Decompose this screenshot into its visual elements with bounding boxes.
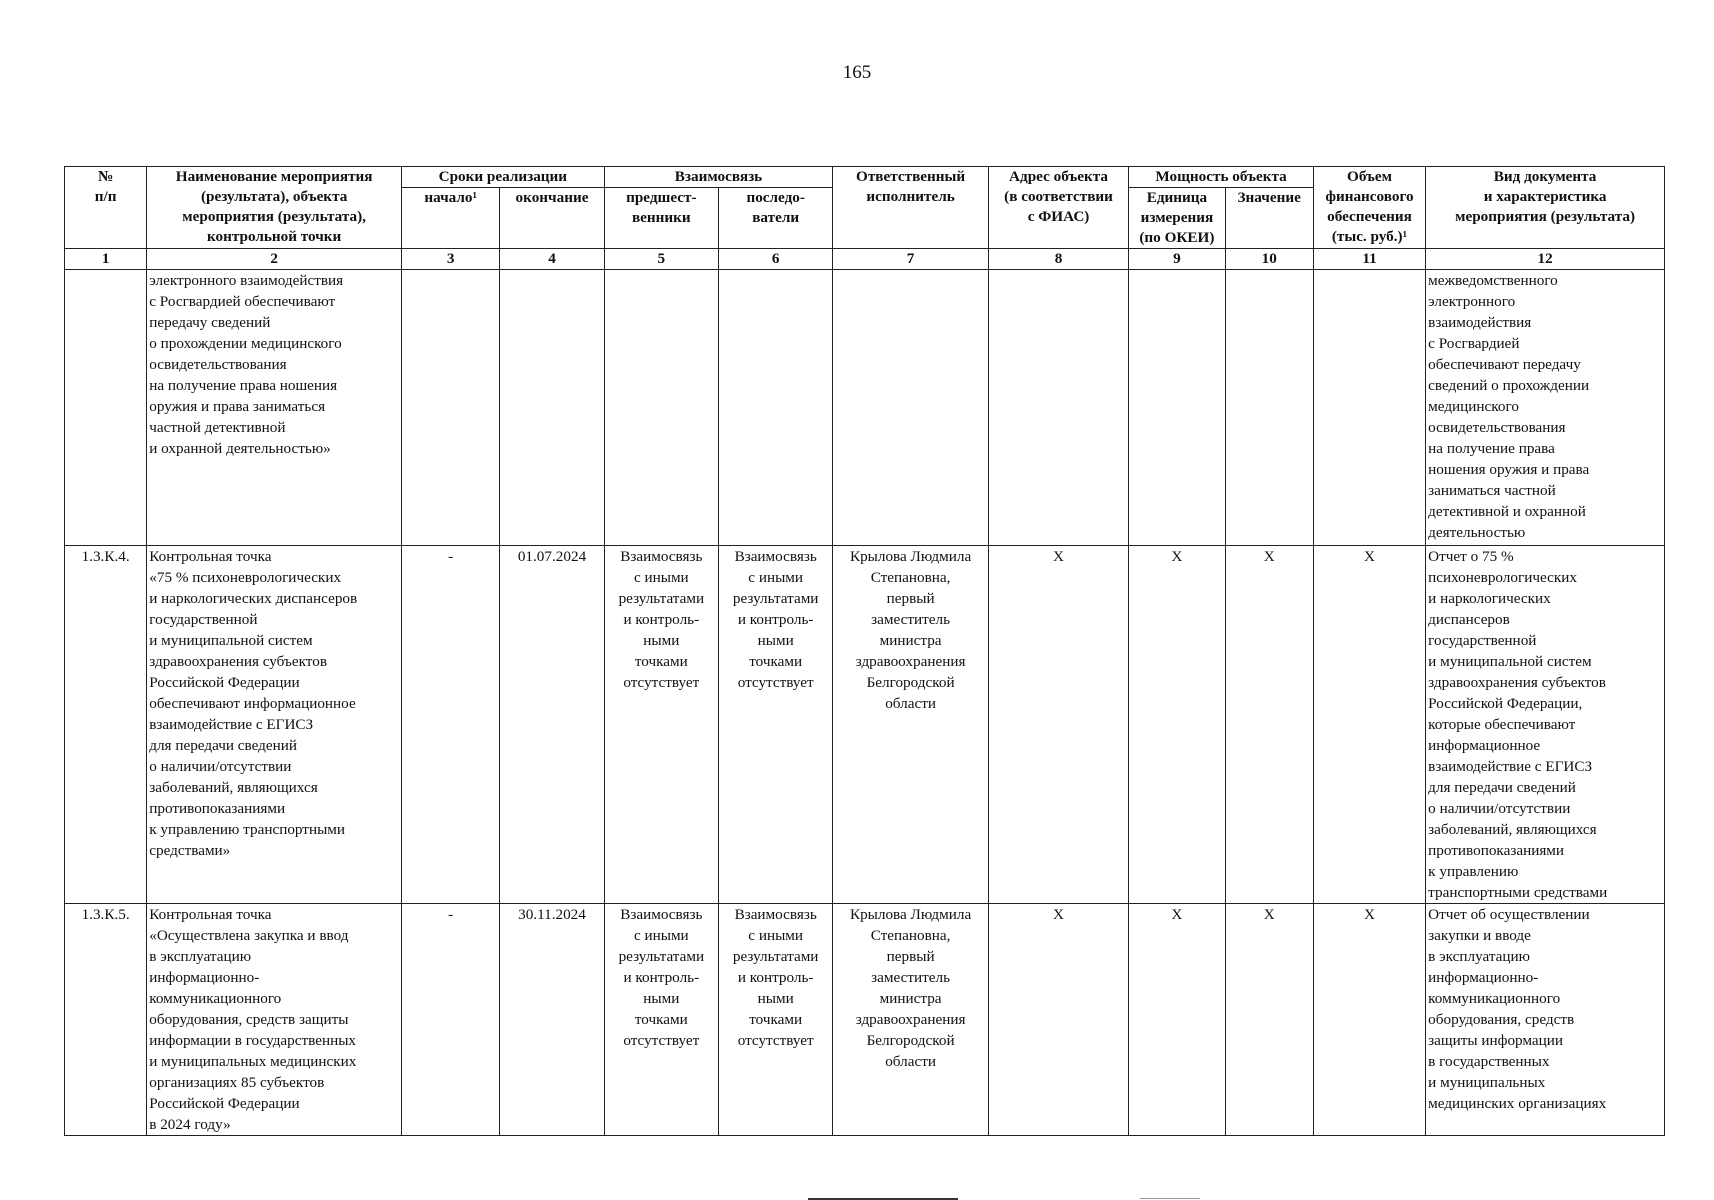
header-value: Значение (1225, 188, 1313, 249)
header-address: Адрес объекта (в соответствии с ФИАС) (988, 167, 1128, 249)
object-address-cell: X (988, 546, 1128, 904)
end-date-cell (500, 270, 604, 546)
financing-volume-cell (1313, 270, 1425, 546)
table-row (65, 904, 1665, 1136)
document-description-cell: межведомственного электронного взаимодействия с Росгвардией обеспечивают передачу сведений о прохождении медицинского освидетельствования на получение права ношения оружия и права заниматься частной детективной и охранной деятельностью (1426, 270, 1665, 546)
financing-volume-cell: X (1313, 546, 1425, 904)
predecessors-cell: Взаимосвязь с иными результатами и контроль- ными точками отсутствует (604, 546, 718, 904)
measure-unit-cell: X (1129, 904, 1225, 1136)
responsible-person-cell: Крылова Людмила Степановна, первый заместитель министра здравоохранения Белгородской области (833, 546, 988, 904)
responsible-person-cell: Крылова Людмила Степановна, первый заместитель министра здравоохранения Белгородской области (833, 904, 988, 1136)
predecessors-cell: Взаимосвязь с иными результатами и контроль- ными точками отсутствует (604, 904, 718, 1136)
object-address-cell (988, 270, 1128, 546)
capacity-value-cell (1225, 270, 1313, 546)
predecessors-cell (604, 270, 718, 546)
measure-unit-cell: X (1129, 546, 1225, 904)
header-end: окончание (500, 188, 604, 249)
column-number: 2 (147, 249, 402, 270)
table-row (65, 546, 1665, 904)
column-number: 7 (833, 249, 988, 270)
row-number-cell: 1.3.К.4. (65, 546, 147, 904)
header-successors: последо- ватели (719, 188, 833, 249)
column-number: 9 (1129, 249, 1225, 270)
header-number: № п/п (65, 167, 147, 249)
header-name: Наименование мероприятия (результата), объекта мероприятия (результата), контрольной точки (147, 167, 402, 249)
table-row (65, 270, 1665, 546)
end-date-cell: 01.07.2024 (500, 546, 604, 904)
header-document: Вид документа и характеристика мероприятия (результата) (1426, 167, 1665, 249)
document-description-cell: Отчет о 75 % психоневрологических и наркологических диспансеров государственной и муниципальной систем здравоохранения субъектов Российской Федерации, которые обеспечивают информационное взаимодействие с ЕГИСЗ для передачи сведений о наличии/отсутствии заболеваний, являющихся противопоказаниями к управлению транспортными средствами (1426, 546, 1665, 904)
header-responsible: Ответственный исполнитель (833, 167, 988, 249)
column-number: 5 (604, 249, 718, 270)
responsible-person-cell (833, 270, 988, 546)
row-number-cell: 1.3.К.5. (65, 904, 147, 1136)
column-number: 12 (1426, 249, 1665, 270)
column-number: 6 (719, 249, 833, 270)
financing-volume-cell: X (1313, 904, 1425, 1136)
header-predecessors: предшест- венники (604, 188, 718, 249)
header-terms: Сроки реализации (402, 167, 605, 188)
table-body (65, 270, 1665, 1136)
event-name-cell: электронного взаимодействия с Росгвардией обеспечивают передачу сведений о прохождении медицинского освидетельствования на получение права ношения оружия и права заниматься частной детективной и охранной деятельностью» (147, 270, 402, 546)
measure-unit-cell (1129, 270, 1225, 546)
row-number-cell (65, 270, 147, 546)
object-address-cell: X (988, 904, 1128, 1136)
document-description-cell: Отчет об осуществлении закупки и вводе в эксплуатацию информационно- коммуникационного оборудования, средств защиты информации в государственных и муниципальных медицинских организациях (1426, 904, 1665, 1136)
column-number: 3 (402, 249, 500, 270)
column-number: 8 (988, 249, 1128, 270)
successors-cell: Взаимосвязь с иными результатами и контроль- ными точками отсутствует (719, 546, 833, 904)
column-number: 10 (1225, 249, 1313, 270)
header-link: Взаимосвязь (604, 167, 833, 188)
footer-rule-secondary (1140, 1198, 1200, 1199)
end-date-cell: 30.11.2024 (500, 904, 604, 1136)
event-name-cell: Контрольная точка «Осуществлена закупка и ввод в эксплуатацию информационно- коммуникационного оборудования, средств защиты информации в государственных и муниципальных медицинских организациях 85 субъектов Российской Федерации в 2024 году» (147, 904, 402, 1136)
capacity-value-cell: X (1225, 546, 1313, 904)
page-number: 165 (842, 62, 872, 83)
start-date-cell (402, 270, 500, 546)
header-financing: Объем финансового обеспечения (тыс. руб.)¹ (1313, 167, 1425, 249)
header-start: начало¹ (402, 188, 500, 249)
column-number: 11 (1313, 249, 1425, 270)
header-unit: Единица измерения (по ОКЕИ) (1129, 188, 1225, 249)
column-numbers-row (65, 249, 1665, 270)
start-date-cell: - (402, 904, 500, 1136)
header-capacity: Мощность объекта (1129, 167, 1314, 188)
successors-cell: Взаимосвязь с иными результатами и контроль- ными точками отсутствует (719, 904, 833, 1136)
start-date-cell: - (402, 546, 500, 904)
events-table (64, 166, 1665, 1136)
column-number: 4 (500, 249, 604, 270)
column-number: 1 (65, 249, 147, 270)
capacity-value-cell: X (1225, 904, 1313, 1136)
successors-cell (719, 270, 833, 546)
event-name-cell: Контрольная точка «75 % психоневрологических и наркологических диспансеров государственной и муниципальной систем здравоохранения субъектов Российской Федерации обеспечивают информационное взаимодействие с ЕГИСЗ для передачи сведений о наличии/отсутствии заболеваний, являющихся противопоказаниями к управлению транспортными средствами» (147, 546, 402, 904)
